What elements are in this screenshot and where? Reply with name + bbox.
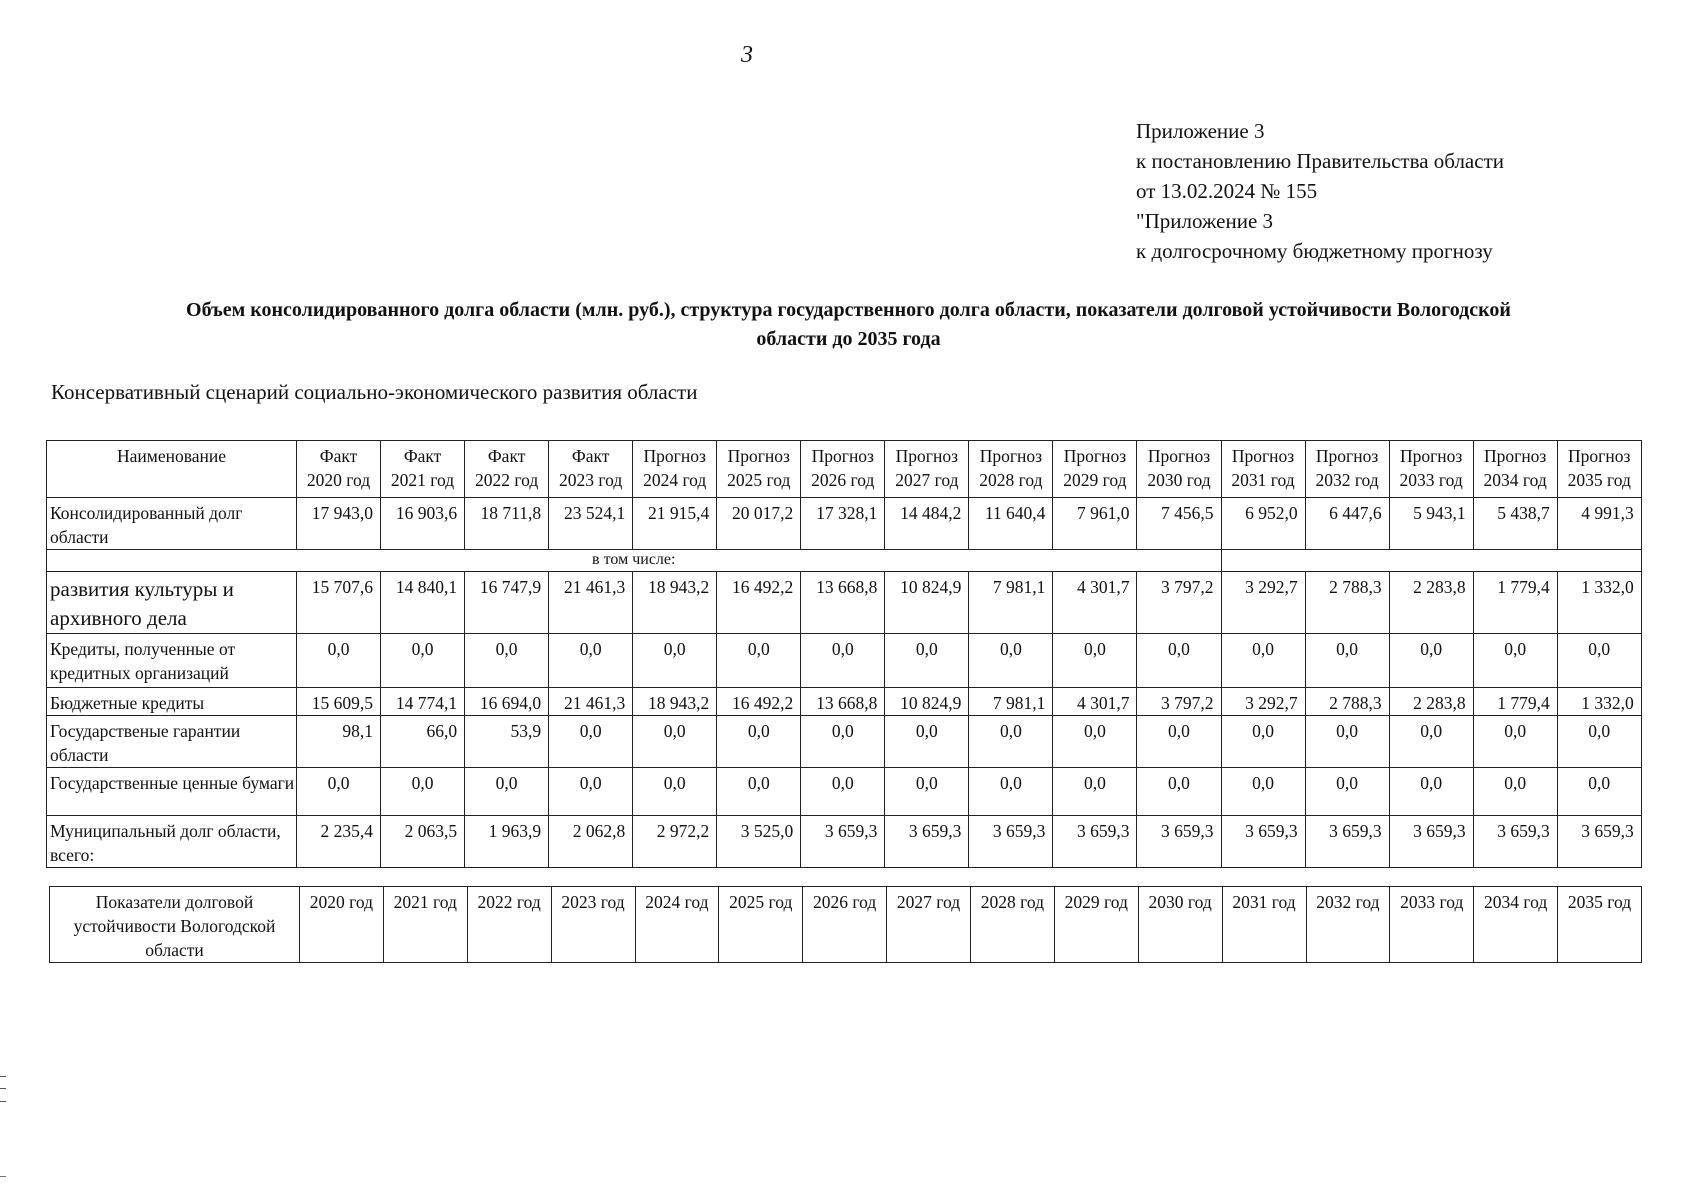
column-header-year-label: 2024 год: [643, 470, 707, 490]
indicators-year: 2029 год: [1054, 887, 1138, 963]
column-header-kind: Факт: [571, 446, 610, 466]
cell-value: 3 659,3: [1389, 816, 1473, 868]
cell-value: 3 797,2: [1137, 572, 1221, 634]
table-row: [47, 768, 1642, 816]
indicators-year: 2025 год: [719, 887, 803, 963]
cell-value: 21 461,3: [549, 688, 633, 716]
column-header-year-label: 2032 год: [1315, 470, 1379, 490]
column-header-kind: Прогноз: [1399, 446, 1463, 466]
cell-value: 0,0: [1137, 716, 1221, 768]
cell-value: 3 659,3: [1473, 816, 1557, 868]
column-header-year-label: 2030 год: [1147, 470, 1211, 490]
header-row: [47, 441, 1642, 498]
column-header-kind: Прогноз: [1568, 446, 1631, 466]
indicators-year: 2030 год: [1138, 887, 1222, 963]
column-header-name: Наименование: [47, 441, 297, 498]
cell-value: 17 328,1: [801, 498, 885, 550]
cell-value: 10 824,9: [885, 572, 969, 634]
cell-value: 0,0: [801, 768, 885, 816]
table-row: [47, 716, 1642, 768]
row-name: Кредиты, полученные от кредитных организаций: [47, 634, 297, 688]
cell-value: 14 484,2: [885, 498, 969, 550]
cell-value: 0,0: [885, 768, 969, 816]
column-header-year: [381, 441, 465, 498]
column-header-year: [1305, 441, 1389, 498]
column-header-year: [1053, 441, 1137, 498]
appendix-line: "Приложение 3: [1136, 209, 1274, 233]
indicators-year: 2026 год: [803, 887, 887, 963]
cell-value: 7 961,0: [1053, 498, 1137, 550]
indicators-year: 2034 год: [1474, 887, 1558, 963]
cell-value: 4 301,7: [1053, 572, 1137, 634]
cell-value: 21 915,4: [633, 498, 717, 550]
indicators-year: 2027 год: [887, 887, 971, 963]
cell-value: 0,0: [1557, 634, 1641, 688]
cell-value: 0,0: [717, 634, 801, 688]
cell-value: 0,0: [1473, 768, 1557, 816]
cell-value: 4 301,7: [1053, 688, 1137, 716]
column-header-year-label: 2020 год: [306, 470, 371, 490]
cell-value: 0,0: [297, 768, 381, 816]
cell-value: 0,0: [1305, 634, 1389, 688]
cell-value: 2 788,3: [1305, 572, 1389, 634]
cell-value: 0,0: [297, 634, 381, 688]
column-header-year: [969, 441, 1053, 498]
column-header-kind: Прогноз: [1063, 446, 1127, 466]
column-header-year: [549, 441, 633, 498]
cell-value: 14 774,1: [381, 688, 465, 716]
column-header-year-label: 2022 год: [474, 470, 539, 490]
cell-value: 2 235,4: [297, 816, 381, 868]
column-header-year-label: 2029 год: [1063, 470, 1127, 490]
subtitle-empty: [1221, 550, 1641, 572]
cell-value: 1 332,0: [1557, 572, 1641, 634]
cell-value: 3 525,0: [717, 816, 801, 868]
cell-value: 6 447,6: [1305, 498, 1389, 550]
row-name: развития культуры и архивного дела: [47, 572, 297, 634]
cell-value: 53,9: [465, 716, 549, 768]
cell-value: 0,0: [1221, 716, 1305, 768]
cell-value: 3 659,3: [885, 816, 969, 868]
appendix-line: от 13.02.2024 № 155: [1136, 179, 1318, 203]
cell-value: 0,0: [801, 634, 885, 688]
column-header-year-label: 2033 год: [1399, 470, 1463, 490]
cell-value: 0,0: [1473, 716, 1557, 768]
cell-value: 3 659,3: [969, 816, 1053, 868]
appendix-line: к долгосрочному бюджетному прогнозу: [1136, 239, 1493, 263]
cell-value: 2 283,8: [1389, 688, 1473, 716]
indicators-year: 2033 год: [1390, 887, 1474, 963]
debt-table: [46, 440, 1642, 868]
cell-value: 3 659,3: [1137, 816, 1221, 868]
column-header-kind: Прогноз: [895, 446, 959, 466]
indicators-year: 2021 год: [383, 887, 467, 963]
cell-value: 0,0: [1389, 768, 1473, 816]
cell-value: 0,0: [1053, 768, 1137, 816]
cell-value: 20 017,2: [717, 498, 801, 550]
cell-value: 5 438,7: [1473, 498, 1557, 550]
indicators-header-row: [50, 887, 1642, 963]
scenario-label: Консервативный сценарий социально-экономического развития области: [51, 380, 698, 404]
cell-value: 23 524,1: [549, 498, 633, 550]
column-header-year: [633, 441, 717, 498]
cell-value: 1 779,4: [1473, 688, 1557, 716]
column-header-year: [465, 441, 549, 498]
column-header-kind: Прогноз: [1484, 446, 1547, 466]
column-header-year: [1221, 441, 1305, 498]
cell-value: 0,0: [1473, 634, 1557, 688]
cell-value: 3 659,3: [1557, 816, 1641, 868]
column-header-year: [297, 441, 381, 498]
column-header-kind: Прогноз: [1315, 446, 1379, 466]
cell-value: 66,0: [381, 716, 465, 768]
document-title-line-2: области до 2035 года: [756, 328, 941, 350]
appendix-line: Приложение 3: [1136, 119, 1265, 143]
cell-value: 0,0: [717, 716, 801, 768]
column-header-year: [1137, 441, 1221, 498]
cell-value: 0,0: [633, 768, 717, 816]
cell-value: 0,0: [969, 634, 1053, 688]
indicators-year: 2028 год: [971, 887, 1055, 963]
cell-value: 0,0: [801, 716, 885, 768]
cell-value: 16 492,2: [717, 688, 801, 716]
indicators-year: 2020 год: [300, 887, 384, 963]
cell-value: 3 659,3: [801, 816, 885, 868]
cell-value: 3 292,7: [1221, 572, 1305, 634]
cell-value: 7 456,5: [1137, 498, 1221, 550]
table-row: [47, 634, 1642, 688]
indicators-year: 2031 год: [1222, 887, 1306, 963]
column-header-year-label: 2027 год: [895, 470, 959, 490]
column-header-kind: Прогноз: [811, 446, 874, 466]
cell-value: 2 063,5: [381, 816, 465, 868]
cell-value: 16 694,0: [465, 688, 549, 716]
table-row: [47, 498, 1642, 550]
indicators-year: 2035 год: [1558, 887, 1642, 963]
column-header-year: [885, 441, 969, 498]
cell-value: 0,0: [1221, 768, 1305, 816]
cell-value: 0,0: [549, 634, 633, 688]
cell-value: 21 461,3: [549, 572, 633, 634]
cell-value: 18 943,2: [633, 572, 717, 634]
cell-value: 0,0: [1305, 716, 1389, 768]
cell-value: 0,0: [1389, 634, 1473, 688]
cell-value: 11 640,4: [969, 498, 1053, 550]
cell-value: 16 492,2: [717, 572, 801, 634]
column-header-year: [1389, 441, 1473, 498]
cell-value: 0,0: [969, 716, 1053, 768]
cell-value: 10 824,9: [885, 688, 969, 716]
table-row: [47, 688, 1642, 716]
cell-value: 1 332,0: [1557, 688, 1641, 716]
cell-value: 0,0: [885, 716, 969, 768]
cell-value: 3 292,7: [1221, 688, 1305, 716]
table-row: [47, 816, 1642, 868]
cell-value: 98,1: [297, 716, 381, 768]
cell-value: 18 711,8: [465, 498, 549, 550]
document-title: [40, 296, 1657, 354]
cell-value: 0,0: [549, 768, 633, 816]
cell-value: 0,0: [633, 634, 717, 688]
cell-value: 0,0: [885, 634, 969, 688]
table-row: [47, 572, 1642, 634]
cell-value: 0,0: [969, 768, 1053, 816]
row-name: Бюджетные кредиты: [47, 688, 297, 716]
row-name: Муниципальный долг области, всего:: [47, 816, 297, 868]
cell-value: 17 943,0: [297, 498, 381, 550]
cell-value: 14 840,1: [381, 572, 465, 634]
cell-value: 0,0: [1137, 768, 1221, 816]
margin-mark: [0, 1076, 6, 1102]
cell-value: 15 609,5: [297, 688, 381, 716]
subtitle-cell: в том числе:: [47, 550, 1222, 572]
cell-value: 2 788,3: [1305, 688, 1389, 716]
cell-value: 0,0: [1053, 716, 1137, 768]
column-header-year-label: 2028 год: [979, 470, 1043, 490]
cell-value: 3 659,3: [1221, 816, 1305, 868]
cell-value: 0,0: [1557, 716, 1641, 768]
cell-value: 1 963,9: [465, 816, 549, 868]
column-header-year-label: 2035 год: [1567, 470, 1631, 490]
debt-sustainability-table: [49, 886, 1642, 963]
indicators-year: 2022 год: [467, 887, 551, 963]
cell-value: 0,0: [1221, 634, 1305, 688]
cell-value: 1 779,4: [1473, 572, 1557, 634]
cell-value: 7 981,1: [969, 688, 1053, 716]
column-header-year-label: 2021 год: [390, 470, 455, 490]
column-header-year-label: 2026 год: [811, 470, 875, 490]
row-name: Государственые гарантии области: [47, 716, 297, 768]
cell-value: 0,0: [549, 716, 633, 768]
column-header-year: [1473, 441, 1557, 498]
cell-value: 5 943,1: [1389, 498, 1473, 550]
column-header-kind: Факт: [319, 446, 358, 466]
cell-value: 0,0: [633, 716, 717, 768]
cell-value: 16 747,9: [465, 572, 549, 634]
cell-value: 0,0: [381, 768, 465, 816]
column-header-kind: Факт: [403, 446, 442, 466]
cell-value: 2 972,2: [633, 816, 717, 868]
indicators-year: 2023 год: [551, 887, 635, 963]
column-header-kind: Прогноз: [1231, 446, 1295, 466]
appendix-block: [1136, 116, 1504, 266]
column-header-kind: Прогноз: [1147, 446, 1211, 466]
margin-dash: [0, 1176, 6, 1177]
cell-value: 16 903,6: [381, 498, 465, 550]
cell-value: 0,0: [1389, 716, 1473, 768]
cell-value: 7 981,1: [969, 572, 1053, 634]
column-header-kind: Прогноз: [979, 446, 1043, 466]
cell-value: 4 991,3: [1557, 498, 1641, 550]
indicators-year: 2032 год: [1306, 887, 1390, 963]
column-header-year: [1557, 441, 1641, 498]
document-title-line-1: Объем консолидированного долга области (млн. руб.), структура государственного долга области, показатели долговой устойчивости Вологодской: [186, 299, 1511, 321]
row-name: Государственные ценные бумаги: [47, 768, 297, 816]
cell-value: 13 668,8: [801, 572, 885, 634]
cell-value: 2 062,8: [549, 816, 633, 868]
appendix-line: к постановлению Правительства области: [1136, 149, 1504, 173]
column-header-year-label: 2034 год: [1483, 470, 1547, 490]
cell-value: 0,0: [1137, 634, 1221, 688]
column-header-year-label: 2025 год: [727, 470, 791, 490]
column-header-year-label: 2023 год: [559, 470, 623, 490]
column-header-kind: Факт: [487, 446, 526, 466]
column-header-kind: Прогноз: [727, 446, 790, 466]
subtitle-row: [47, 550, 1642, 572]
cell-value: 3 659,3: [1053, 816, 1137, 868]
cell-value: 6 952,0: [1221, 498, 1305, 550]
cell-value: 0,0: [1557, 768, 1641, 816]
cell-value: 2 283,8: [1389, 572, 1473, 634]
page-number: 3: [741, 42, 753, 68]
cell-value: 15 707,6: [297, 572, 381, 634]
indicators-year: 2024 год: [635, 887, 719, 963]
column-header-year: [717, 441, 801, 498]
cell-value: 0,0: [381, 634, 465, 688]
cell-value: 0,0: [1305, 768, 1389, 816]
row-name: Консолидированный долг области: [47, 498, 297, 550]
column-header-year: [801, 441, 885, 498]
cell-value: 18 943,2: [633, 688, 717, 716]
cell-value: 13 668,8: [801, 688, 885, 716]
column-header-kind: Прогноз: [643, 446, 706, 466]
cell-value: 0,0: [465, 768, 549, 816]
cell-value: 0,0: [465, 634, 549, 688]
indicators-name: Показатели долговой устойчивости Вологодской области: [50, 887, 300, 963]
cell-value: 3 659,3: [1305, 816, 1389, 868]
cell-value: 0,0: [1053, 634, 1137, 688]
cell-value: 3 797,2: [1137, 688, 1221, 716]
cell-value: 0,0: [717, 768, 801, 816]
column-header-year-label: 2031 год: [1231, 470, 1295, 490]
